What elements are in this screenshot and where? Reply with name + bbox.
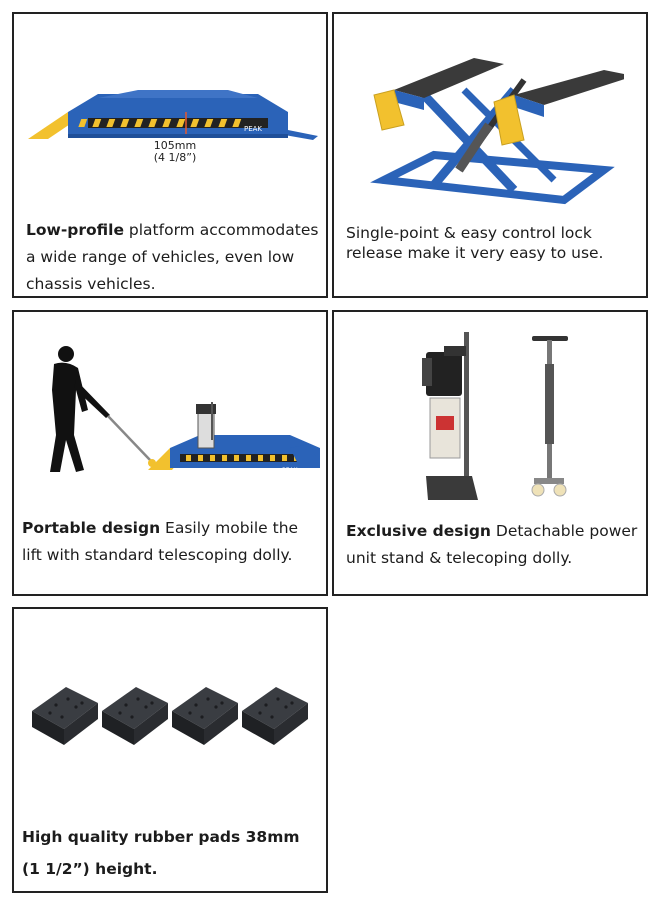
height-dimension (140, 140, 210, 164)
caption-text: Easily mobile the lift with standard telescoping dolly. (22, 519, 299, 564)
brand-label: PEAK (244, 125, 263, 133)
caption-exclusive (346, 518, 640, 572)
caption-text: Single-point & easy control lock release make it very easy to use. (346, 224, 604, 262)
card-exclusive (332, 310, 648, 596)
caption-bold: Low-profile (26, 221, 124, 239)
caption-text: platform accommodates a wide range of vehicles, even low chassis vehicles. (26, 221, 319, 293)
caption-portable (22, 515, 322, 569)
brand-label: PEAK (282, 467, 298, 474)
portable-lift-image (30, 340, 320, 490)
rubber-pads-image (26, 681, 316, 761)
card-lock-release (332, 12, 648, 298)
card-portable (12, 310, 328, 596)
card-low-profile (12, 12, 328, 298)
power-unit-and-dolly-image (414, 324, 574, 504)
caption-bold: Portable design (22, 519, 161, 537)
scissor-lift-image (364, 50, 624, 215)
caption-low-profile (26, 217, 320, 298)
dimension-in: (4 1/8”) (153, 151, 197, 164)
caption-text: Detachable power unit stand & telecoping dolly. (346, 522, 638, 567)
caption-text: High quality rubber pads 38mm (1 1/2”) height. (22, 828, 300, 878)
caption-bold: Exclusive design (346, 522, 491, 540)
card-rubber-pads (12, 607, 328, 893)
caption-rubber-pads (22, 821, 322, 885)
caption-lock-release (346, 223, 640, 263)
dimension-mm: 105mm (153, 139, 197, 152)
